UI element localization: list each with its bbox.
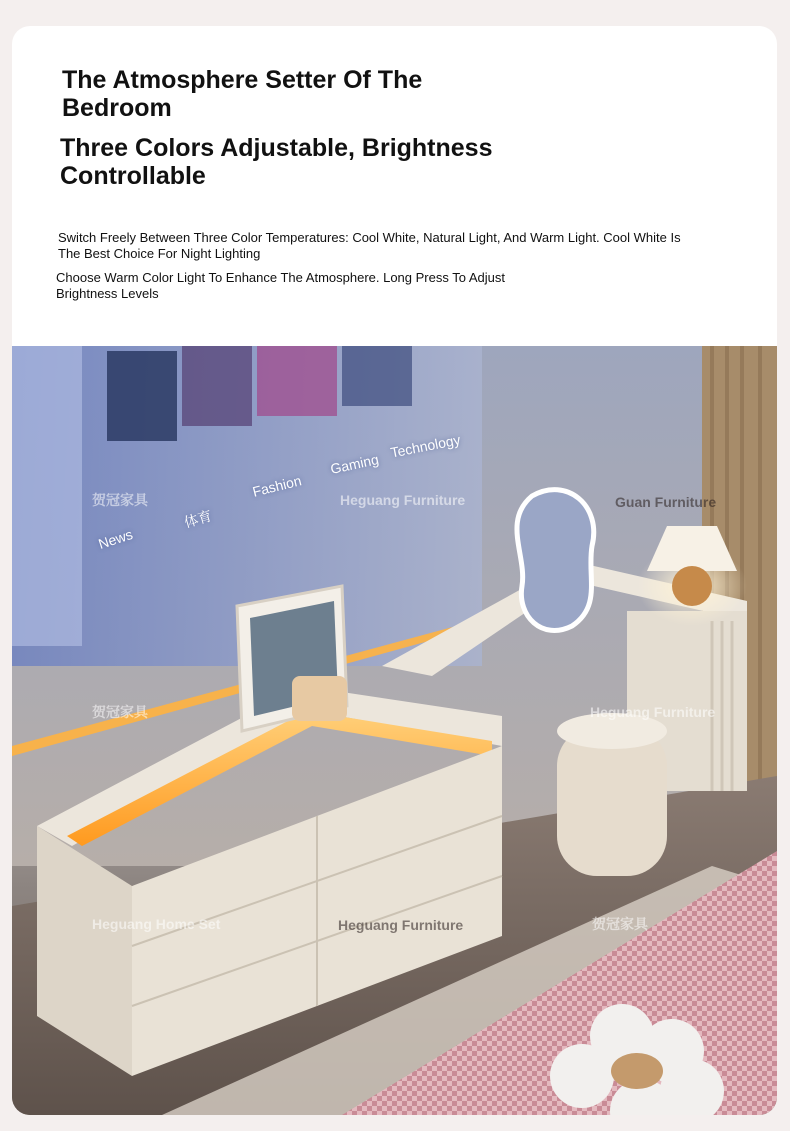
watermark-8: 贺冠家具 bbox=[592, 916, 648, 932]
watermark-5: Heguang Furniture bbox=[590, 704, 716, 720]
watermark-7: Heguang Furniture bbox=[338, 917, 464, 933]
retro-speaker bbox=[292, 676, 347, 721]
watermark-2: Heguang Furniture bbox=[340, 492, 466, 508]
projection-label-technology: Technology bbox=[389, 431, 462, 461]
projection-tile-sports bbox=[182, 346, 252, 426]
projection-label-gaming: Gaming bbox=[328, 451, 381, 477]
projection-label-sports: 体育 bbox=[182, 507, 214, 531]
product-photo-bedroom-scene bbox=[12, 346, 777, 1115]
projection-tile-fashion bbox=[257, 346, 337, 416]
watermark-3: Guan Furniture bbox=[615, 494, 717, 510]
content-card bbox=[12, 26, 777, 1115]
projection-tile-news bbox=[107, 351, 177, 441]
watermark-6: Heguang Home Set bbox=[92, 916, 221, 932]
projection-label-news: News bbox=[96, 525, 135, 553]
watermark-1: 贺冠家具 bbox=[92, 492, 148, 508]
projection-side-menu bbox=[12, 346, 82, 646]
description-color-temperatures: Switch Freely Between Three Color Temperatures: Cool White, Natural Light, And Warm Light. Cool White Is The Best Choice For Night Lighting bbox=[58, 230, 681, 261]
lamp-base bbox=[672, 566, 712, 606]
bedroom-illustration bbox=[12, 346, 777, 1115]
projection-label-fashion: Fashion bbox=[250, 472, 304, 500]
projection-tile-gaming bbox=[342, 346, 412, 406]
led-mirror bbox=[517, 490, 594, 631]
description-warm-light: Choose Warm Color Light To Enhance The Atmosphere. Long Press To Adjust Brightness Levels bbox=[56, 270, 505, 301]
heading-secondary: Three Colors Adjustable, Brightness Controllable bbox=[60, 134, 493, 190]
watermark-4: 贺冠家具 bbox=[92, 704, 148, 720]
heading-primary: The Atmosphere Setter Of The Bedroom bbox=[62, 66, 423, 122]
